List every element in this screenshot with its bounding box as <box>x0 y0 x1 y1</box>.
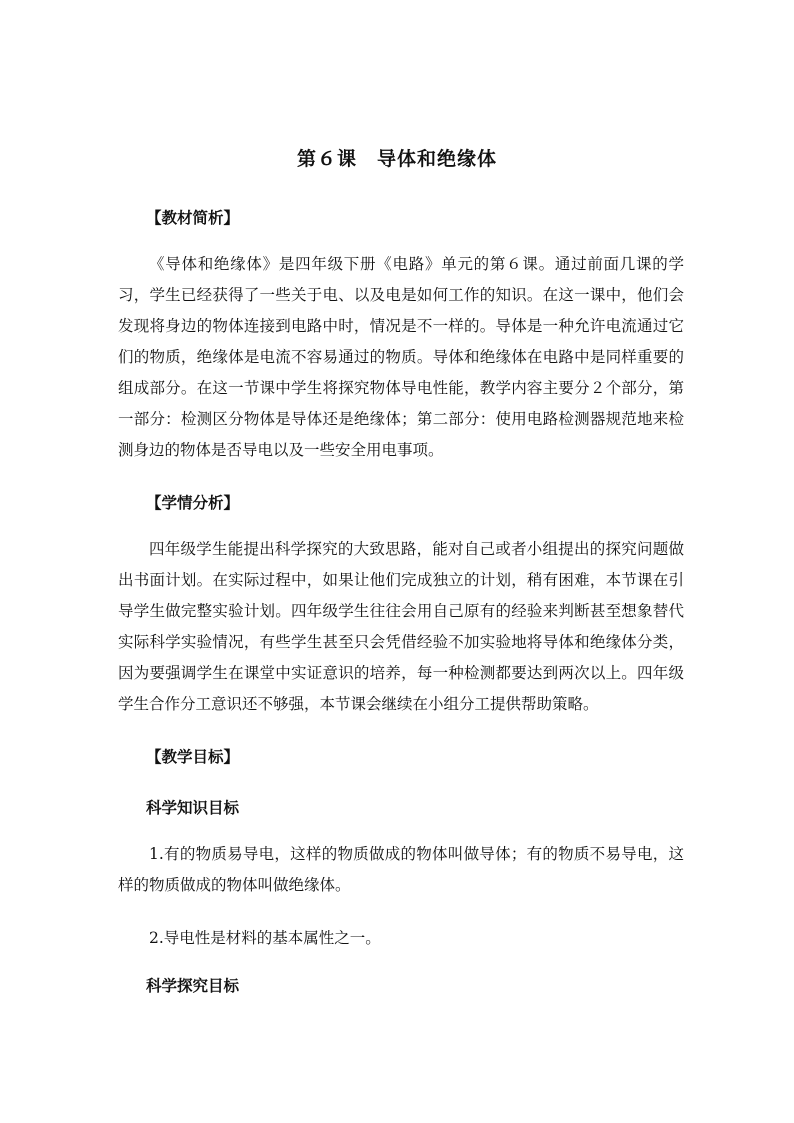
heading-textbook-analysis: 【教材简析】 <box>146 208 240 227</box>
subheading-knowledge-goals: 科学知识目标 <box>146 798 240 817</box>
goal-item-1: 1.有的物质易导电，这样的物质做成的物体叫做导体；有的物质不易导电，这样的物质做成的物体叫做绝缘体。 <box>118 845 684 894</box>
paragraph-textbook-analysis: 《导体和绝缘体》是四年级下册《电路》单元的第６课。通过前面几课的学习，学生已经获得了一些关于电、以及电是如何工作的知识。在这一课中，他们会发现将身边的物体连接到电路中时，情况是不一样的。导体是一种允许电流通过它们的物质，绝缘体是电流不容易通过的物质。导体和绝缘体在电路中是同样重要的组成部分。在这一节课中学生将探究物体导电性能，教学内容主要分２个部分，第一部分：检测区分物体是导体还是绝缘体；第二部分：使用电路检测器规范地来检测身边的物体是否导电以及一些安全用电事项。 <box>118 255 684 459</box>
heading-teaching-goals: 【教学目标】 <box>146 747 240 766</box>
goal-item-2: 2.导电性是材料的基本属性之一。 <box>149 929 381 947</box>
subheading-inquiry-goals: 科学探究目标 <box>146 976 240 995</box>
paragraph-student-analysis: 四年级学生能提出科学探究的大致思路，能对自己或者小组提出的探究问题做出书面计划。在实际过程中，如果让他们完成独立的计划，稍有困难，本节课在引导学生做完整实验计划。四年级学生往往会用自己原有的经验来判断甚至想象替代实际科学实验情况，有些学生甚至只会凭借经验不加实验地将导体和绝缘体分类，因为要强调学生在课堂中实证意识的培养，每一种检测都要达到两次以上。四年级学生合作分工意识还不够强，本节课会继续在小组分工提供帮助策略。 <box>118 540 684 713</box>
heading-student-analysis: 【学情分析】 <box>146 493 240 512</box>
page-title: 第６课 导体和绝缘体 <box>296 148 497 170</box>
